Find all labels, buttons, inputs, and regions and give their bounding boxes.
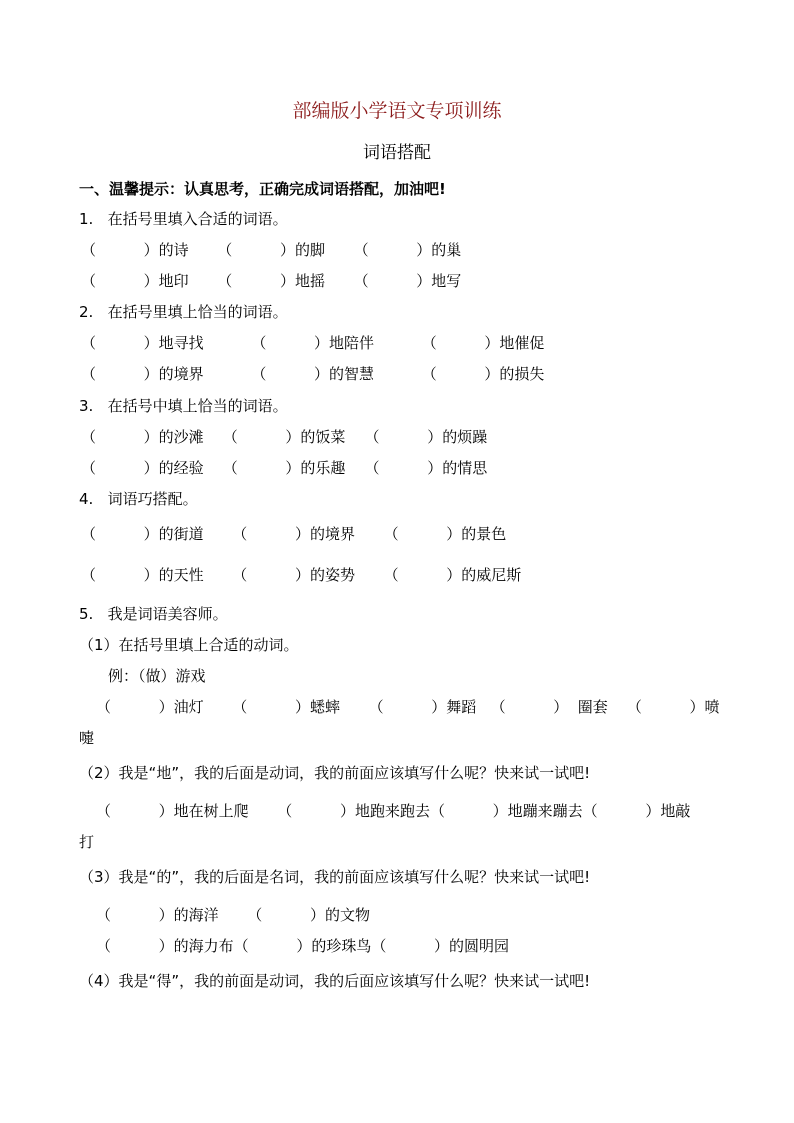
- question-2-row-1: （ ）地寻找 （ ）地陪伴 （ ）地催促: [81, 334, 545, 352]
- question-4-row-2: （ ）的天性 （ ）的姿势 （ ）的威尼斯: [81, 566, 522, 584]
- question-1-row-1: （ ）的诗 （ ）的脚 （ ）的巢: [81, 241, 462, 259]
- question-5-part-3-prompt: （3）我是“的”，我的后面是名词，我的前面应该填写什么呢？快来试一试吧!: [79, 868, 591, 886]
- question-5-part-4-prompt: （4）我是“得”，我的前面是动词，我的后面应该填写什么呢？快来试一试吧!: [79, 972, 591, 990]
- question-5-part-1-prompt: （1）在括号里填上合适的动词。: [79, 636, 299, 654]
- question-4-row-1: （ ）的街道 （ ）的境界 （ ）的景色: [81, 525, 507, 543]
- page-subtitle: 词语搭配: [363, 143, 431, 163]
- page-title: 部编版小学语文专项训练: [292, 100, 502, 122]
- question-3-prompt: 3. 在括号中填上恰当的词语。: [79, 397, 288, 415]
- question-3-row-2: （ ）的经验 （ ）的乐趣 （ ）的情思: [81, 459, 488, 477]
- question-5-prompt: 5. 我是词语美容师。: [79, 605, 228, 623]
- question-4-prompt: 4. 词语巧搭配。: [79, 490, 198, 508]
- question-5-part-1-row-wrap: 嚏: [79, 729, 95, 747]
- question-3-row-1: （ ）的沙滩 （ ）的饭菜 （ ）的烦躁: [81, 428, 488, 446]
- question-1-prompt: 1. 在括号里填入合适的词语。: [79, 210, 288, 228]
- question-5-part-2-row-wrap: 打: [79, 833, 95, 851]
- question-5-part-1-example: 例：（做）游戏: [108, 667, 206, 685]
- question-5-part-1-row: （ ）油灯 （ ）蟋蟀 （ ）舞蹈 （ ） 圈套 （ ）喷: [96, 698, 720, 716]
- question-5-part-2-prompt: （2）我是“地”，我的后面是动词，我的前面应该填写什么呢？快来试一试吧!: [79, 764, 591, 782]
- question-1-row-2: （ ）地印 （ ）地摇 （ ）地写: [81, 272, 462, 290]
- question-5-part-2-row: （ ）地在树上爬 （ ）地跑来跑去（ ）地蹦来蹦去（ ）地敲: [96, 802, 691, 820]
- question-2-prompt: 2. 在括号里填上恰当的词语。: [79, 303, 288, 321]
- question-2-row-2: （ ）的境界 （ ）的智慧 （ ）的损失: [81, 365, 545, 383]
- question-5-part-3-row-2: （ ）的海力布（ ）的珍珠鸟（ ）的圆明园: [96, 937, 510, 955]
- question-5-part-3-row-1: （ ）的海洋 （ ）的文物: [96, 906, 370, 924]
- section-heading: 一、温馨提示：认真思考，正确完成词语搭配，加油吧!: [79, 180, 446, 198]
